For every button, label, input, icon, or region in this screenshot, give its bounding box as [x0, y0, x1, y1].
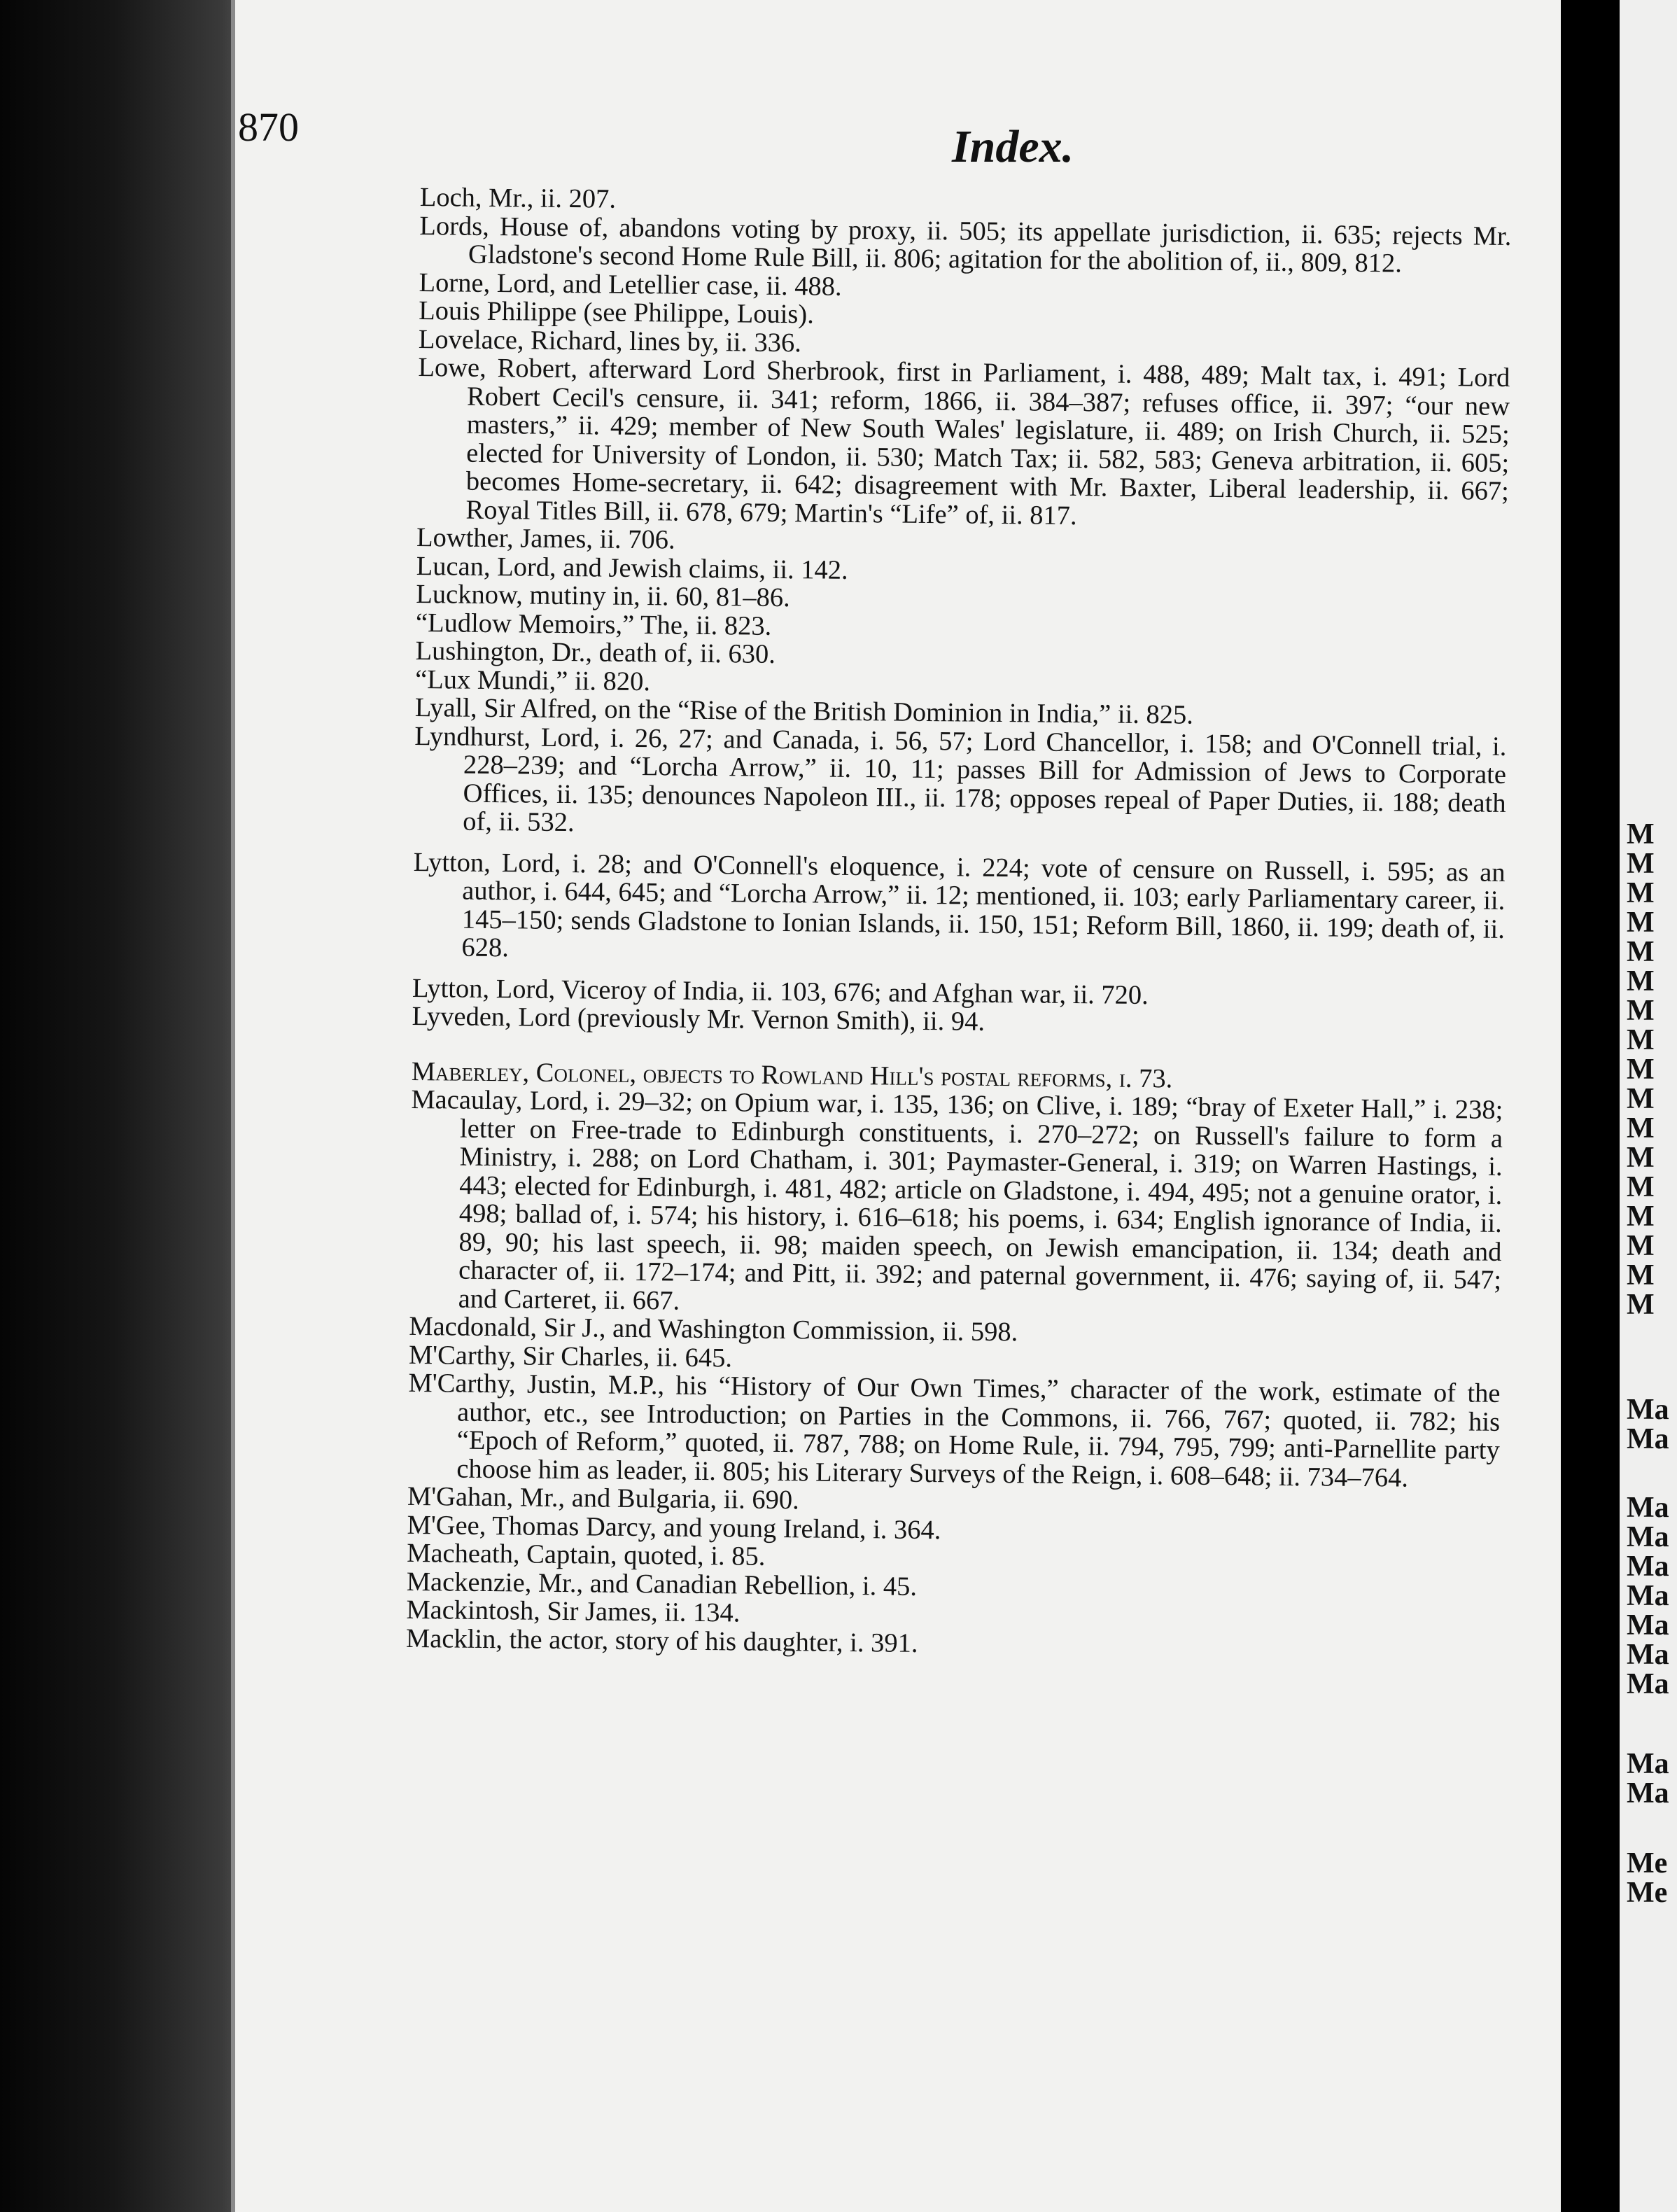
page-number: 870 [238, 104, 299, 150]
index-entry: Macklin, the actor, story of his daughter, i. 391. [405, 1623, 918, 1658]
facing-page-fragment: Ma [1627, 1580, 1669, 1612]
facing-page-fragment: M [1627, 1024, 1655, 1056]
facing-page-fragment: Ma [1627, 1609, 1669, 1642]
facing-page-fragment: Ma [1627, 1550, 1669, 1583]
index-entry: Lytton, Lord, i. 28; and O'Connell's eloquence, i. 224; vote of censure on Russell, i. 595; as an author, i. 644, 645; and “Lorcha Arrow,” ii. 12; mentioned, ii. 103; early Parliamentary career, ii. 145–150; sends Gladstone to Ionian Islands, ii. 150, 151; Reform Bill, 1860, ii. 199; death of, ii. 628. [413, 847, 1506, 963]
facing-page-fragment: Ma [1627, 1521, 1669, 1553]
index-entry: Lyall, Sir Alfred, on the “Rise of the British Dominion in India,” ii. 825. [414, 692, 1194, 730]
index-entry: Lushington, Dr., death of, ii. 630. [415, 636, 776, 669]
index-entry: M'Carthy, Sir Charles, ii. 645. [408, 1340, 733, 1373]
facing-page-fragment: M [1627, 818, 1655, 850]
page-gap [1561, 0, 1620, 2212]
facing-page-fragment: Ma [1627, 1394, 1669, 1426]
facing-page-fragment: M [1627, 1054, 1655, 1086]
index-entry: Lyndhurst, Lord, i. 26, 27; and Canada, i. 56, 57; Lord Chancellor, i. 158; and O'Connell trial, i. 228–239; and “Lorcha Arrow,” ii. 10, 11; passes Bill for Admission of Jews to Corporate Offices, ii. 135; denounces Napoleon III., ii. 178; opposes repeal of Paper Duties, ii. 188; death of, ii. 532. [414, 721, 1507, 838]
index-entry: Louis Philippe (see Philippe, Louis). [419, 295, 815, 330]
facing-page-fragment: M [1627, 877, 1655, 909]
index-entry: Lucan, Lord, and Jewish claims, ii. 142. [416, 551, 848, 585]
facing-page-fragment: M [1627, 1230, 1655, 1262]
index-entry: Loch, Mr., ii. 207. [419, 183, 617, 214]
facing-page-fragment: M [1627, 906, 1655, 939]
index-entry: Lorne, Lord, and Letellier case, ii. 488. [419, 267, 842, 302]
index-entry: Mackenzie, Mr., and Canadian Rebellion, i. 45. [406, 1567, 918, 1602]
facing-page-fragment: Ma [1627, 1423, 1669, 1455]
facing-page-fragment: Me [1627, 1847, 1668, 1879]
index-entries [406, 183, 1512, 1663]
facing-page-fragment: M [1627, 995, 1655, 1027]
index-entry: Lucknow, mutiny in, ii. 60, 81–86. [416, 579, 790, 613]
facing-page-fragment: M [1627, 1259, 1655, 1292]
index-entry: Lowther, James, ii. 706. [416, 522, 675, 555]
index-entry: “Ludlow Memoirs,” The, ii. 823. [415, 608, 772, 641]
facing-page-edge [1620, 0, 1677, 2212]
facing-page-fragment: M [1627, 1142, 1655, 1174]
index-entry: Lyveden, Lord (previously Mr. Vernon Smith), ii. 94. [412, 1001, 985, 1037]
facing-page-fragment: Ma [1627, 1748, 1669, 1780]
index-entry: Lords, House of, abandons voting by proxy, ii. 505; its appellate jurisdiction, ii. 635; rejects Mr. Gladstone's second Home Rule Bill, ii. 806; agitation for the abolition of, ii., 809, 812. [419, 211, 1512, 279]
index-entry: Macheath, Captain, quoted, i. 85. [407, 1538, 766, 1572]
index-entry: Lovelace, Richard, lines by, ii. 336. [418, 324, 802, 358]
index-entry: Lowe, Robert, afterward Lord Sherbrook, first in Parliament, i. 488, 489; Malt tax, i. 491; Lord Robert Cecil's censure, ii. 341; reform, 1866, ii. 384–387; refuses office, ii. 397; “our new masters,” ii. 429; member of New South Wales' legislature, ii. 489; on Irish Church, ii. 525; elected for University of London, ii. 530; Match Tax; ii. 582, 583; Geneva arbitration, ii. 605; becomes Home-secretary, ii. 642; disagreement with Mr. Baxter, Liberal leadership, ii. 667; Royal Titles Bill, ii. 678, 679; Martin's “Life” of, ii. 817. [418, 352, 1510, 531]
facing-page-fragment: M [1627, 1289, 1655, 1321]
index-entry: M'Gahan, Mr., and Bulgaria, ii. 690. [407, 1481, 799, 1516]
facing-page-fragment: Ma [1627, 1639, 1669, 1671]
facing-page-fragment: Me [1627, 1877, 1668, 1909]
facing-page-fragment: Ma [1627, 1492, 1669, 1524]
book-binding-gutter [0, 0, 252, 2212]
facing-page-fragment: M [1627, 1171, 1655, 1203]
index-entry: Macdonald, Sir J., and Washington Commission, ii. 598. [409, 1311, 1018, 1348]
facing-page-fragment: M [1627, 965, 1655, 997]
index-entry: M'Carthy, Justin, M.P., his “History of Our Own Times,” character of the work, estimate of the author, etc., see Introduction; on Parties in the Commons, ii. 766, 767; quoted, ii. 782; his “Epoch of Reform,” quoted, ii. 787, 788; on Home Rule, ii. 794, 795, 799; anti-Parnellite party choose him as leader, ii. 805; his Literary Surveys of the Reign, i. 608–648; ii. 734–764. [408, 1368, 1501, 1493]
facing-page-fragment: Ma [1627, 1777, 1669, 1809]
index-entry: Lytton, Lord, Viceroy of India, ii. 103, 676; and Afghan war, ii. 720. [412, 973, 1149, 1010]
index-entry: Macaulay, Lord, i. 29–32; on Opium war, i. 135, 136; on Clive, i. 189; “bray of Exeter Hall,” i. 238; letter on Free-trade to Edinburgh constituents, i. 270–272; on Russell's failure to form a Ministry, i. 288; on Lord Chatham, i. 301; Paymaster-General, i. 319; on Warren Hastings, i. 443; elected for Edinburgh, i. 481, 482; article on Gladstone, i. 494, 495; not a genuine orator, i. 498; ballad of, i. 574; his history, i. 616–618; his poems, i. 634; English ignorance of India, ii. 89, 90; his last speech, ii. 98; maiden speech, on Jewish emancipation, ii. 134; death and character of, ii. 172–174; and Pitt, ii. 392; and paternal government, ii. 476; saying of, ii. 547; and Carteret, ii. 667. [411, 1084, 1503, 1316]
facing-page-fragment: M [1627, 1112, 1655, 1144]
facing-page-fragment: M [1627, 936, 1655, 968]
facing-page-fragment: M [1627, 1200, 1655, 1233]
index-entry: “Lux Mundi,” ii. 820. [414, 664, 651, 696]
index-entry: Mackintosh, Sir James, ii. 134. [406, 1595, 741, 1628]
facing-page-fragment: Ma [1627, 1668, 1669, 1700]
facing-page-fragment: M [1627, 1083, 1655, 1115]
facing-page-fragment: M [1627, 848, 1655, 880]
index-entry: M'Gee, Thomas Darcy, and young Ireland, i. 364. [407, 1510, 941, 1545]
running-head: Index. [952, 121, 1074, 172]
index-entry: Maberley, Colonel, objects to Rowland Hill's postal reforms, i. 73. [411, 1056, 1173, 1093]
